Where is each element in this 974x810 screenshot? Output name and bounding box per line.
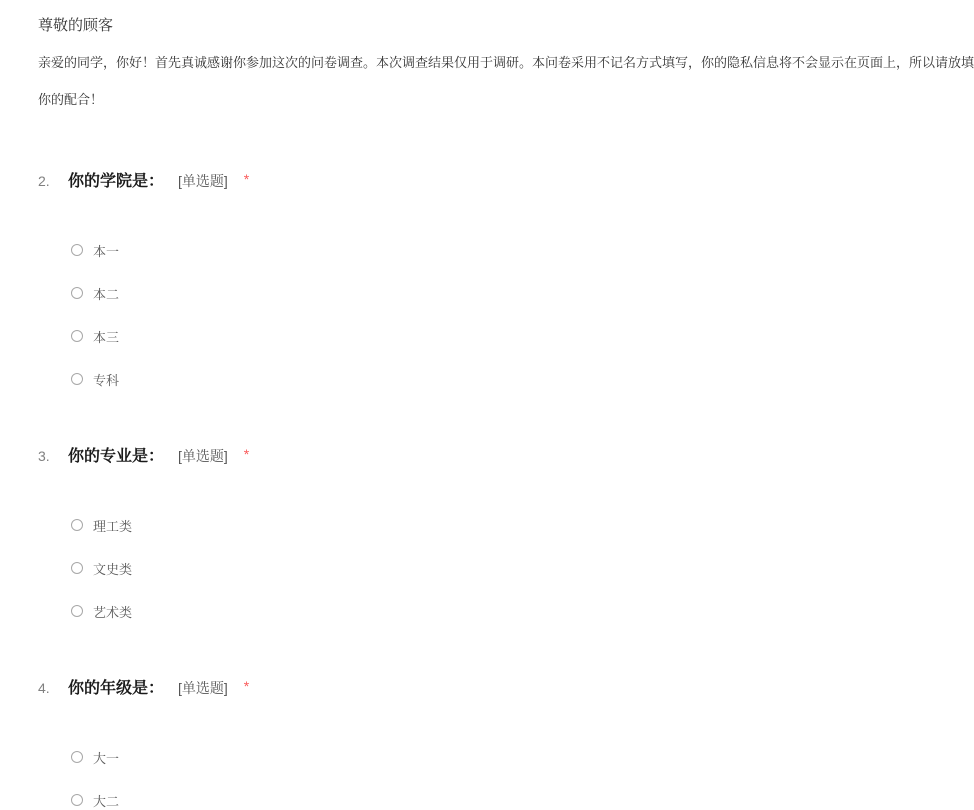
radio-option[interactable] xyxy=(71,518,900,532)
radio-icon[interactable] xyxy=(71,244,83,256)
question-2-header xyxy=(38,171,900,192)
radio-option-label: 文史类 xyxy=(93,561,133,577)
question-type-label: [单选题] xyxy=(178,173,228,189)
radio-option-label: 理工类 xyxy=(93,518,133,534)
question-3-header xyxy=(38,446,900,467)
radio-icon[interactable] xyxy=(71,519,83,531)
radio-option[interactable] xyxy=(71,561,900,575)
radio-option-label: 本三 xyxy=(93,329,120,345)
question-3 xyxy=(38,446,900,618)
radio-option[interactable] xyxy=(71,604,900,618)
question-type-label: [单选题] xyxy=(178,680,228,696)
intro-paragraph-line-2: 你的配合！ xyxy=(38,92,104,107)
required-asterisk: * xyxy=(243,678,250,694)
question-title: 你的专业是： xyxy=(68,448,165,465)
question-number: 2. xyxy=(38,173,50,189)
question-2-options xyxy=(71,243,900,386)
question-4-options xyxy=(71,750,900,807)
question-type-label: [单选题] xyxy=(178,448,228,464)
radio-option[interactable] xyxy=(71,750,900,764)
radio-option[interactable] xyxy=(71,286,900,300)
question-3-options xyxy=(71,518,900,618)
radio-icon[interactable] xyxy=(71,751,83,763)
required-asterisk: * xyxy=(243,446,250,462)
required-asterisk: * xyxy=(243,171,250,187)
radio-icon[interactable] xyxy=(71,373,83,385)
radio-option-label: 大一 xyxy=(93,750,120,766)
radio-option[interactable] xyxy=(71,372,900,386)
question-number: 4. xyxy=(38,680,50,696)
question-4 xyxy=(38,678,900,807)
radio-option-label: 艺术类 xyxy=(93,604,133,620)
question-2 xyxy=(38,171,900,386)
question-number: 3. xyxy=(38,448,50,464)
question-4-header xyxy=(38,678,900,699)
radio-option[interactable] xyxy=(71,793,900,807)
radio-option-label: 大二 xyxy=(93,793,120,809)
radio-icon[interactable] xyxy=(71,794,83,806)
radio-icon[interactable] xyxy=(71,330,83,342)
radio-icon[interactable] xyxy=(71,287,83,299)
radio-option-label: 本一 xyxy=(93,243,120,259)
question-title: 你的年级是： xyxy=(68,680,165,697)
intro-paragraph-line-1: 亲爱的同学，你好！首先真诚感谢你参加这次的问卷调查。本次调查结果仅用于调研。本问卷采用不记名方式填写，你的隐私信息将不会显示在页面上，所以请放填 xyxy=(38,55,974,70)
radio-icon[interactable] xyxy=(71,605,83,617)
question-title: 你的学院是： xyxy=(68,173,165,190)
page-title: 尊敬的顾客 xyxy=(38,17,114,34)
radio-option[interactable] xyxy=(71,329,900,343)
radio-icon[interactable] xyxy=(71,562,83,574)
radio-option-label: 专科 xyxy=(93,372,120,388)
radio-option[interactable] xyxy=(71,243,900,257)
radio-option-label: 本二 xyxy=(93,286,120,302)
